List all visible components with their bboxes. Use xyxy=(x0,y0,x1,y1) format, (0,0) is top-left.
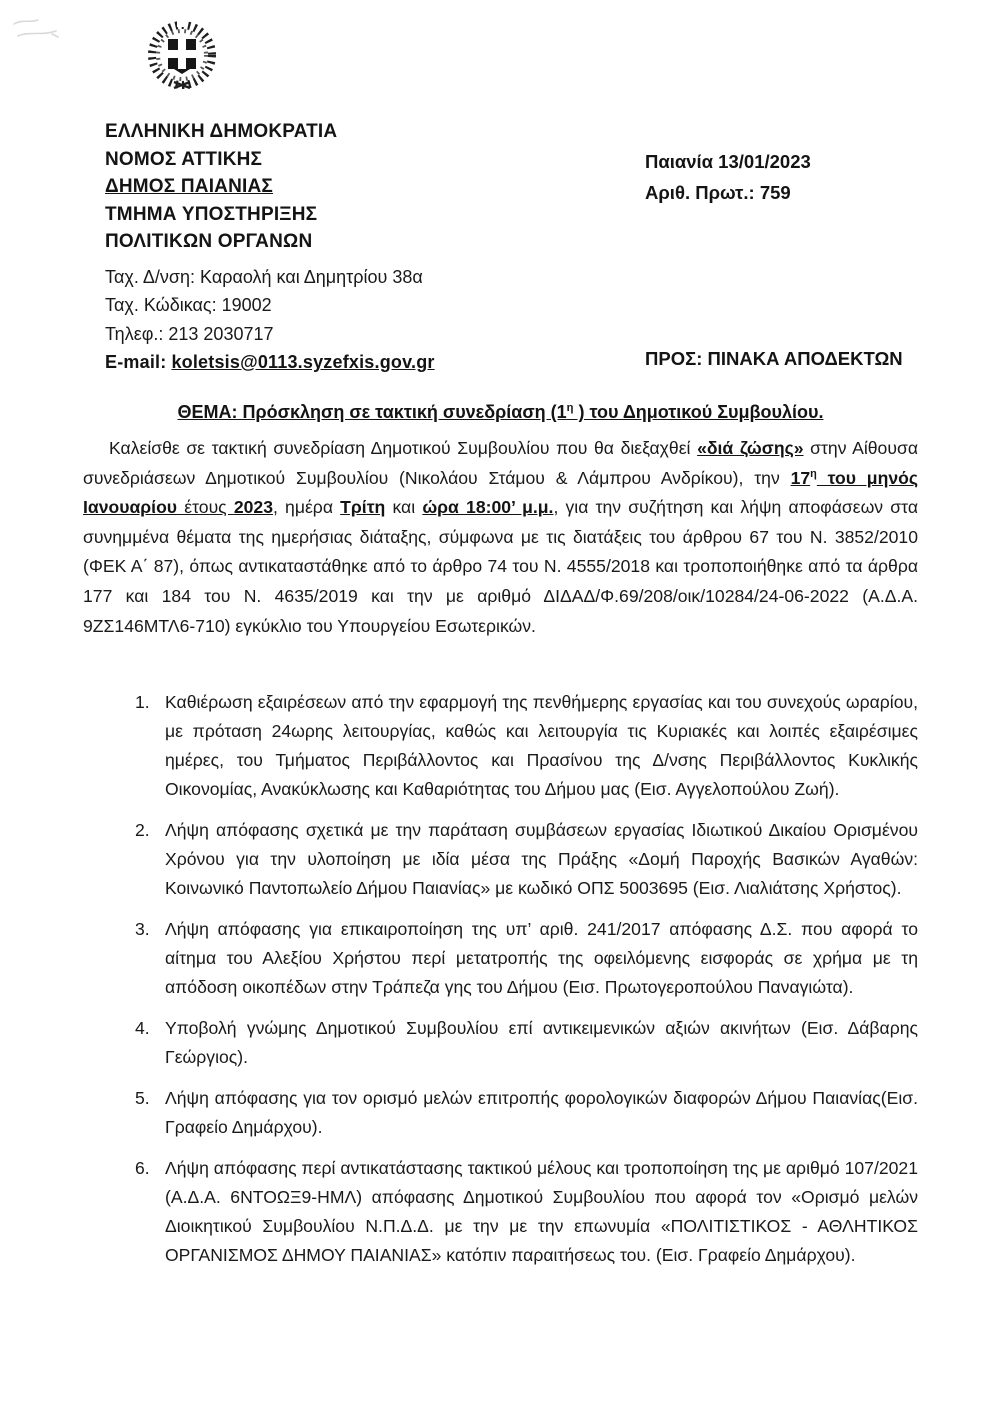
agenda-item-text: Λήψη απόφασης σχετικά με την παράταση συμβάσεων εργασίας Ιδιωτικού Δικαίου Ορισμένου Χρόνου για την υλοποίηση με ιδία μέσα της Πράξης «Δομή Παροχής Βασικών Αγαθών: Κοινωνικό Παντοπωλείο Δήμου Παιανίας» με κωδικό ΟΠΣ 5003695 (Εισ. Λιαλιάτσης Χρήστος). xyxy=(165,820,918,898)
org-line-republic: ΕΛΛΗΝΙΚΗ ΔΗΜΟΚΡΑΤΙΑ xyxy=(105,121,338,142)
intro-text-segment: η xyxy=(810,467,817,480)
email-label: E-mail: xyxy=(105,351,167,372)
intro-text-segment: 17 xyxy=(790,467,811,488)
agenda-item-number: 1. xyxy=(135,692,150,712)
intro-text-segment: «διά ζώσης» xyxy=(697,438,804,458)
intro-text-segment: του μηνός Ιανουαρίου xyxy=(83,467,918,518)
date-protocol-block xyxy=(645,146,811,208)
agenda-item-number: 6. xyxy=(135,1158,150,1178)
agenda-item-text: Λήψη απόφασης για τον ορισμό μελών επιτροπής φορολογικών διαφορών Δήμου Παιανίας(Εισ. Γραφείο Δημάρχου). xyxy=(165,1088,918,1137)
agenda-item-number: 4. xyxy=(135,1018,150,1038)
intro-text-segment: , ημέρα xyxy=(272,497,341,518)
agenda-item-text: Λήψη απόφασης για επικαιροποίηση της υπ’ αριθ. 241/2017 απόφασης Δ.Σ. που αφορά το αίτημα του Αλεξίου Χρήστου περί μετατροπής της οφειλόμενης εισφοράς σε χρήμα με τη απόδοση οικοπέδων στην Τράπεζα γης του Δήμου (Εισ. Πρωτογεροπούλου Παναγιώτα). xyxy=(165,919,918,997)
agenda-item-number: 3. xyxy=(135,919,150,939)
postal-code-line: Ταχ. Κώδικας: 19002 xyxy=(105,295,272,316)
intro-text-segment: 2023 xyxy=(233,497,273,518)
intro-text-segment: ώρα 18:00’ μ.μ. xyxy=(422,497,554,518)
greek-republic-emblem xyxy=(146,20,218,96)
agenda-item-text: Λήψη απόφασης περί αντικατάστασης τακτικού μέλους και τροποποίηση της με αριθμό 107/2021 (Α.Δ.Α. 6ΝΤΟΩΞ9-ΗΜΛ) απόφασης Δημοτικού Συμβουλίου που αφορά τον «Ορισμό μελών Διοικητικού Συμβουλίου Ν.Π.Δ.Δ. με την με την επωνυμία «ΠΟΛΙΤΙΣΤΙΚΟΣ - ΑΘΛΗΤΙΚΟΣ ΟΡΓΑΝΙΣΜΟΣ ΔΗΜΟΥ ΠΑΙΑΝΙΑΣ» κατόπιν παραιτήσεως του. (Εισ. Γραφείο Δημάρχου). xyxy=(165,1158,918,1265)
agenda-item-text: Υποβολή γνώμης Δημοτικού Συμβουλίου επί αντικειμενικών αξιών ακινήτων (Εισ. Δάβαρης Γεώργιος). xyxy=(165,1018,918,1067)
letterhead-org-block xyxy=(105,118,337,256)
place-date: Παιανία 13/01/2023 xyxy=(645,151,811,172)
agenda-item xyxy=(135,915,918,1002)
org-line-department-1: ΤΜΗΜΑ ΥΠΟΣΤΗΡΙΞΗΣ xyxy=(105,203,318,225)
phone-line: Τηλεφ.: 213 2030717 xyxy=(105,323,274,344)
intro-text-segment: στην Αίθουσα συνεδριάσεων Δημοτικού Συμβουλίου (Νικολάου Στάμου & Λάμπρου Ανδρίκου), την xyxy=(83,438,918,488)
subject-line xyxy=(83,402,918,423)
agenda-item-number: 5. xyxy=(135,1088,150,1108)
agenda-item xyxy=(135,688,918,804)
agenda-item xyxy=(135,1154,918,1270)
org-line-prefecture: ΝΟΜΟΣ ΑΤΤΙΚΗΣ xyxy=(105,148,263,170)
recipient-line: ΠΡΟΣ: ΠΙΝΑΚΑ ΑΠΟΔΕΚΤΩΝ xyxy=(645,348,903,369)
protocol-number: Αριθ. Πρωτ.: 759 xyxy=(645,182,791,203)
address-line: Ταχ. Δ/νση: Καραολή και Δημητρίου 38α xyxy=(105,267,423,287)
agenda-list xyxy=(135,688,918,1282)
pencil-scribble-artifact xyxy=(8,12,78,52)
agenda-item xyxy=(135,1084,918,1142)
agenda-item-number: 2. xyxy=(135,820,150,840)
org-line-department-2: ΠΟΛΙΤΙΚΩΝ ΟΡΓΑΝΩΝ xyxy=(105,231,313,253)
subject-superscript: η xyxy=(566,402,574,414)
intro-text-segment: Καλείσθε σε τακτική συνεδρίαση Δημοτικού Συμβουλίου που θα διεξαχθεί xyxy=(109,438,698,458)
agenda-item xyxy=(135,1014,918,1072)
org-line-municipality: ΔΗΜΟΣ ΠΑΙΑΝΙΑΣ xyxy=(105,176,274,198)
subject-text: ΘΕΜΑ: Πρόσκληση σε τακτική συνεδρίαση ($1^\eta$ ) του Δημοτικού Συμβουλίου. xyxy=(177,402,824,422)
agenda-item-text: Καθιέρωση εξαιρέσεων από την εφαρμογή της πενθήμερης εργασίας και του συνεχούς ωραρίου, με πρόταση 24ωρης λειτουργίας, καθώς και λειτουργία τις Κυριακές και λοιπές εξαιρέσιμες ημέρες, του Τμήματος Περιβάλλοντος και Πρασίνου της Δ/νσης Περιβάλλοντος Κυκλικής Οικονομίας, Ανακύκλωσης και Καθαριότητας του Δήμου μας (Εισ. Αγγελοπούλου Ζωή). xyxy=(165,692,918,799)
coat-of-arms-icon xyxy=(146,20,218,96)
letterhead-contact-block xyxy=(105,263,435,376)
intro-text-segment: έτους xyxy=(177,497,234,518)
intro-text-segment: Τρίτη xyxy=(340,497,386,518)
email-line xyxy=(105,348,435,376)
agenda-item xyxy=(135,816,918,903)
intro-text-segment: και xyxy=(385,497,423,518)
intro-text-segment: , για την συζήτηση και λήψη αποφάσεων στα συνημμένα θέματα της ημερήσιας διάταξης, σύμφωνα με τις διατάξεις του άρθρου 67 του Ν. 3852/2010 (ΦΕΚ Α΄ 87), όπως αντικαταστάθηκε από το άρθρο 74 του Ν. 4555/2018 και τροποποιήθηκε από τα άρθρα 177 και 184 του Ν. 4635/2019 και την με αριθμό ΔΙΔΑΔ/Φ.69/208/οικ/10284/24-06-2022 (Α.Δ.Α. 9ΖΣ146ΜΤΛ6-710) εγκύκλιο του Υπουργείου Εσωτερικών. xyxy=(83,497,919,636)
intro-paragraph xyxy=(83,434,918,641)
email-address: koletsis@0113.syzefxis.gov.gr xyxy=(171,351,435,372)
